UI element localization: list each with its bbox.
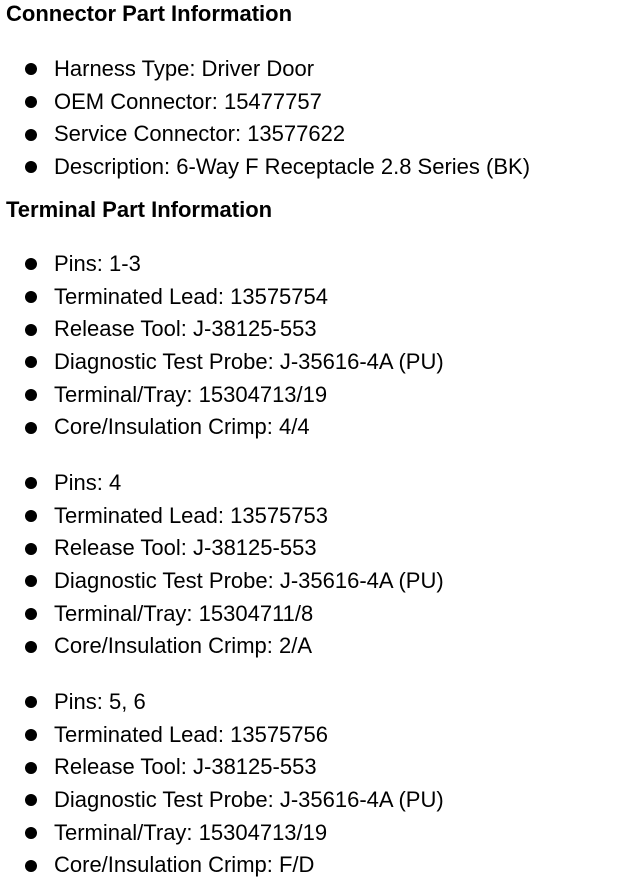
- bullet-icon: [25, 258, 37, 270]
- release-tool-text: Release Tool: J-38125-553: [54, 535, 317, 561]
- pins-text: Pins: 4: [54, 470, 122, 495]
- bullet-icon: [25, 63, 37, 75]
- description-text: Description: 6-Way F Receptacle 2.8 Series (BK): [54, 154, 531, 180]
- crimp-text: Core/Insulation Crimp: 2/A: [54, 633, 312, 659]
- bullet-icon: [25, 291, 37, 303]
- terminated-lead-text: Terminated Lead: 13575753: [54, 502, 328, 528]
- bullet-icon: [25, 827, 37, 839]
- harness-type-text: Harness Type: Driver Door: [54, 56, 315, 81]
- bullet-icon: [25, 477, 37, 489]
- test-probe-text: Diagnostic Test Probe: J-35616-4A (PU): [54, 787, 444, 813]
- pins-text: Pins: 5, 6: [54, 689, 146, 714]
- bullet-icon: [25, 96, 37, 108]
- release-tool-text: Release Tool: J-38125-553: [54, 754, 317, 780]
- bullet-icon: [25, 575, 37, 587]
- bullet-icon: [25, 696, 37, 708]
- bullet-icon: [25, 641, 37, 653]
- test-probe-text: Diagnostic Test Probe: J-35616-4A (PU): [54, 349, 444, 375]
- terminated-lead-text: Terminated Lead: 13575756: [54, 721, 328, 747]
- pins-text: Pins: 1-3: [54, 251, 141, 276]
- bullet-icon: [25, 129, 37, 141]
- terminal-tray-text: Terminal/Tray: 15304713/19: [54, 381, 328, 407]
- terminal-tray-text: Terminal/Tray: 15304711/8: [54, 600, 314, 626]
- service-connector-text: Service Connector: 13577622: [54, 121, 346, 147]
- bullet-icon: [25, 389, 37, 401]
- connector-part-info-heading: Connector Part Information: [6, 1, 293, 26]
- crimp-text: Core/Insulation Crimp: 4/4: [54, 414, 310, 440]
- crimp-text: Core/Insulation Crimp: F/D: [54, 852, 315, 878]
- oem-connector-text: OEM Connector: 15477757: [54, 88, 322, 114]
- test-probe-text: Diagnostic Test Probe: J-35616-4A (PU): [54, 568, 444, 594]
- terminal-tray-text: Terminal/Tray: 15304713/19: [54, 819, 328, 845]
- terminal-part-info-heading: Terminal Part Information: [6, 197, 273, 222]
- bullet-icon: [25, 161, 37, 173]
- release-tool-text: Release Tool: J-38125-553: [54, 316, 317, 342]
- bullet-icon: [25, 510, 37, 522]
- bullet-icon: [25, 422, 37, 434]
- bullet-icon: [25, 762, 37, 774]
- bullet-icon: [25, 324, 37, 336]
- bullet-icon: [25, 794, 37, 806]
- bullet-icon: [25, 543, 37, 555]
- bullet-icon: [25, 608, 37, 620]
- bullet-icon: [25, 729, 37, 741]
- bullet-icon: [25, 356, 37, 368]
- terminated-lead-text: Terminated Lead: 13575754: [54, 283, 328, 309]
- bullet-icon: [25, 860, 37, 872]
